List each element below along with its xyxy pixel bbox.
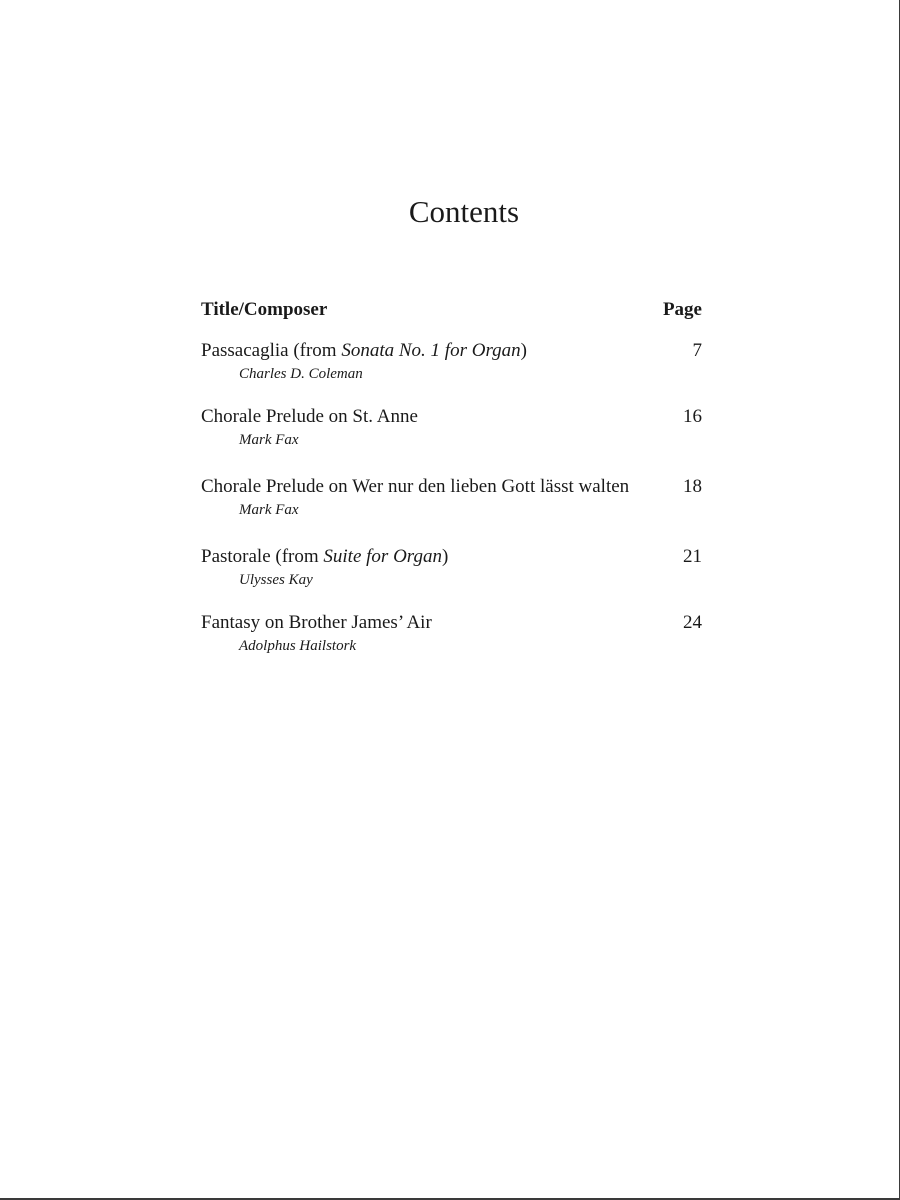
entry-title-text: Fantasy on Brother James’ Air bbox=[201, 612, 432, 633]
entry-composer: Ulysses Kay bbox=[239, 572, 313, 588]
entry-title-end: ) bbox=[441, 546, 449, 567]
title-composer-column-header: Title/Composer bbox=[201, 299, 328, 320]
entry-page-number: 18 bbox=[683, 476, 702, 497]
entry-title bbox=[201, 611, 432, 635]
entry-page-number: 7 bbox=[692, 340, 702, 361]
entry-title-end: ) bbox=[520, 340, 527, 361]
toc-entry-st-anne bbox=[201, 405, 702, 455]
toc-header bbox=[201, 298, 702, 322]
entry-title-italic: Suite for Organ bbox=[323, 546, 442, 567]
entry-title bbox=[201, 405, 418, 429]
entry-title-italic: Sonata No. 1 for Organ bbox=[341, 340, 521, 361]
entry-title-text: Passacaglia (from bbox=[201, 340, 342, 361]
entry-composer: Adolphus Hailstork bbox=[239, 638, 357, 654]
entry-title bbox=[201, 339, 527, 363]
entry-title-text: Chorale Prelude on St. Anne bbox=[201, 406, 418, 427]
entry-composer: Mark Fax bbox=[239, 502, 299, 518]
page-title: Contents bbox=[408, 194, 520, 229]
entry-page-number: 21 bbox=[683, 546, 702, 567]
page-column-header: Page bbox=[662, 299, 702, 320]
entry-title-text: Pastorale (from bbox=[201, 546, 324, 567]
toc-entry-wer-nur bbox=[201, 475, 702, 525]
toc-entry-passacaglia bbox=[201, 339, 702, 389]
entry-title bbox=[201, 545, 448, 569]
entry-composer: Mark Fax bbox=[239, 432, 299, 448]
entry-title-text: Chorale Prelude on Wer nur den lieben Gott lässt walten bbox=[201, 476, 630, 497]
entry-composer: Charles D. Coleman bbox=[239, 366, 363, 382]
entry-title bbox=[201, 475, 629, 499]
entry-page-number: 24 bbox=[683, 612, 702, 633]
entry-page-number: 16 bbox=[683, 406, 702, 427]
toc-entry-pastorale bbox=[201, 545, 702, 595]
toc-entry-fantasy bbox=[201, 611, 702, 661]
